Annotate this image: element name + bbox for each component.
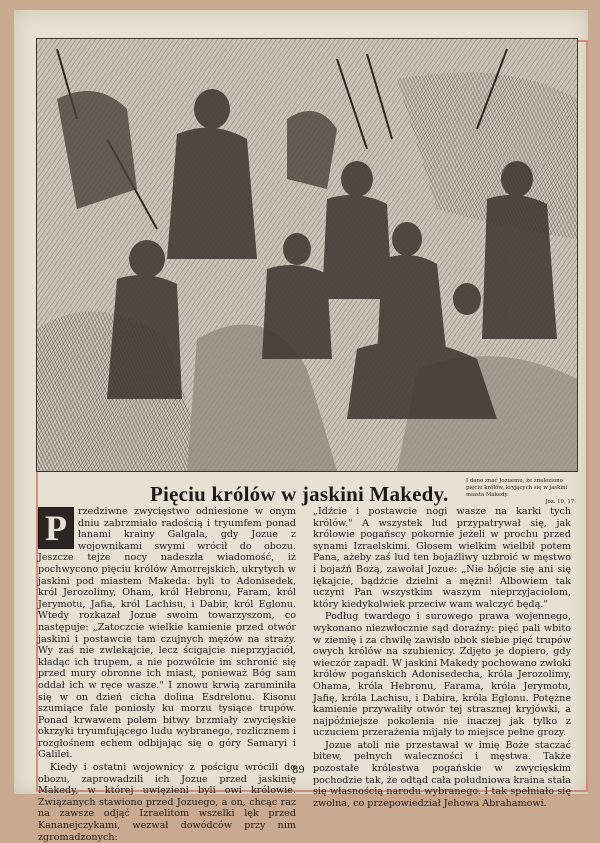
paragraph: Kiedy i ostatni wojownicy z pościgu wrócili do obozu, zaprowadzili ich Jozue przed jaskinię Makedy, w której uwięzieni byli owi królowie. Związanych stawiono przed Jozuego, a on, chcąc raz na zawsze odjąć Izraelitom wszelki lęk przed Kananejczykami, wezwał dowódców przy nim zgromadzonych: xyxy=(38,762,296,843)
paragraph: Jozue atoli nie przestawał w imię Boże staczać bitew, pełnych waleczności i męstwa. Także pozostałe królestwa pogańskie w zwycięskim pochodzie tak, że odtąd cała południowa kraina stała się własnością narodu wybranego. I tak spełniało się zwolna, co przepowiedział Jehowa Abrahamowi. xyxy=(313,739,571,809)
paragraph-text: rzedziwne zwycięstwo odniesione w onym dniu zabrzmiało radością i tryumfem ponad łanami krainy Galgala, gdy Jozue z wojownikami swymi wrócił do obozu. Jeszcze tejże nocy nadeszła wiadomość, iż pochwycono pięciu królów Amorrejskich, ukrytych w jaskini pod miastem Makeda: byli to Adonisedek, król Jerozolimy, Oham, król Hebronu, Faram, król Jerymotu, Jafia, król Lachisu, i Dabir, król Eglonu. Wtedy rozkazał Jozue swoim towarzyszom, co następuje: „Zatoczcie wielkie kamienie przed otwór jaskini i postawcie tam czujnych mężów na straży. Wy zaś nie zwlekajcie, lecz ścigajcie nieprzyjaciół, kładąc ich trupem, a nie pozwólcie im schronić się przed mury obronne ich miast, ponieważ Bóg sam oddał ich w ręce wasze." I znowu krwią zaruminiła się w on dzień cicha dolina Esdrelonu. Kisonu szumiące fale poniosły ku morzu tysiące trupów. Ponad krwawem polem bitwy brzmiały zwycięskie okrzyki tryumfującego ludu wybranego, rozlicznem i rozgłośnem echem odbijając się o góry Samaryi i Galilei. xyxy=(38,506,296,761)
paragraph: Podług twardego i surowego prawa wojennego, wykonano niezwłocznie sąd doraźny: pięć pali wbito w ziemię i za chwilę zawisło obok siebie pięć trupów owych królów na szubienicy. Zdjęto je dopiero, gdy wieczór zapadł. W jaskini Makedy pochowano zwłoki królów pogańskich Adonisedecha, króla Jerozolimy, Ohama, króla Hebronu, Farama, króla Jerymotu, Jafię, króla Lachisu, i Dabira, króla Eglonu. Potężne kamienie przywaliły otwór tej strasznej kryjówki, a najpóźniejsze pokolenia nie inaczej jak tylko z uczuciem przerażenia mijały to miejsce pełne grozy. xyxy=(313,611,571,739)
engraving-scene xyxy=(37,39,577,471)
left-column xyxy=(38,506,296,843)
paragraph: „Idźcie i postawcie nogi wasze na karki tych królów." A wszystek lud przypatrywał się, jak królowie pogańscy pokornie jeżeli w prochu przed synami Izraelskimi. Głosem wielkim wielbił potem Pana, ażeby zaś lud ten bojaźliwy uzbroić w męstwo i bojaźń Bożą, zawołał Jozue: „Nie bójcie się ani się lękajcie, bądźcie dzielni a mężni! Albowiem tak uczyni Pan wszystkim waszym nieprzyjaciołom, który kiedykolwiek przeciw wam walczyć będą." xyxy=(313,506,571,610)
paragraph xyxy=(38,506,296,761)
caption-citation: Joz. 10, 17. xyxy=(545,499,576,505)
article-title: Pięciu królów w jaskini Makedy. xyxy=(150,482,449,506)
drop-cap: P xyxy=(38,507,74,549)
caption-text: I dano znać Jozuemu, że znaleziono pięciu królów, kryjących się w jaskini miasta Makedy. xyxy=(466,478,568,498)
illustration-caption xyxy=(466,478,576,506)
page-number: 89 xyxy=(292,765,305,776)
right-column xyxy=(313,506,571,809)
engraving-illustration xyxy=(36,38,578,472)
